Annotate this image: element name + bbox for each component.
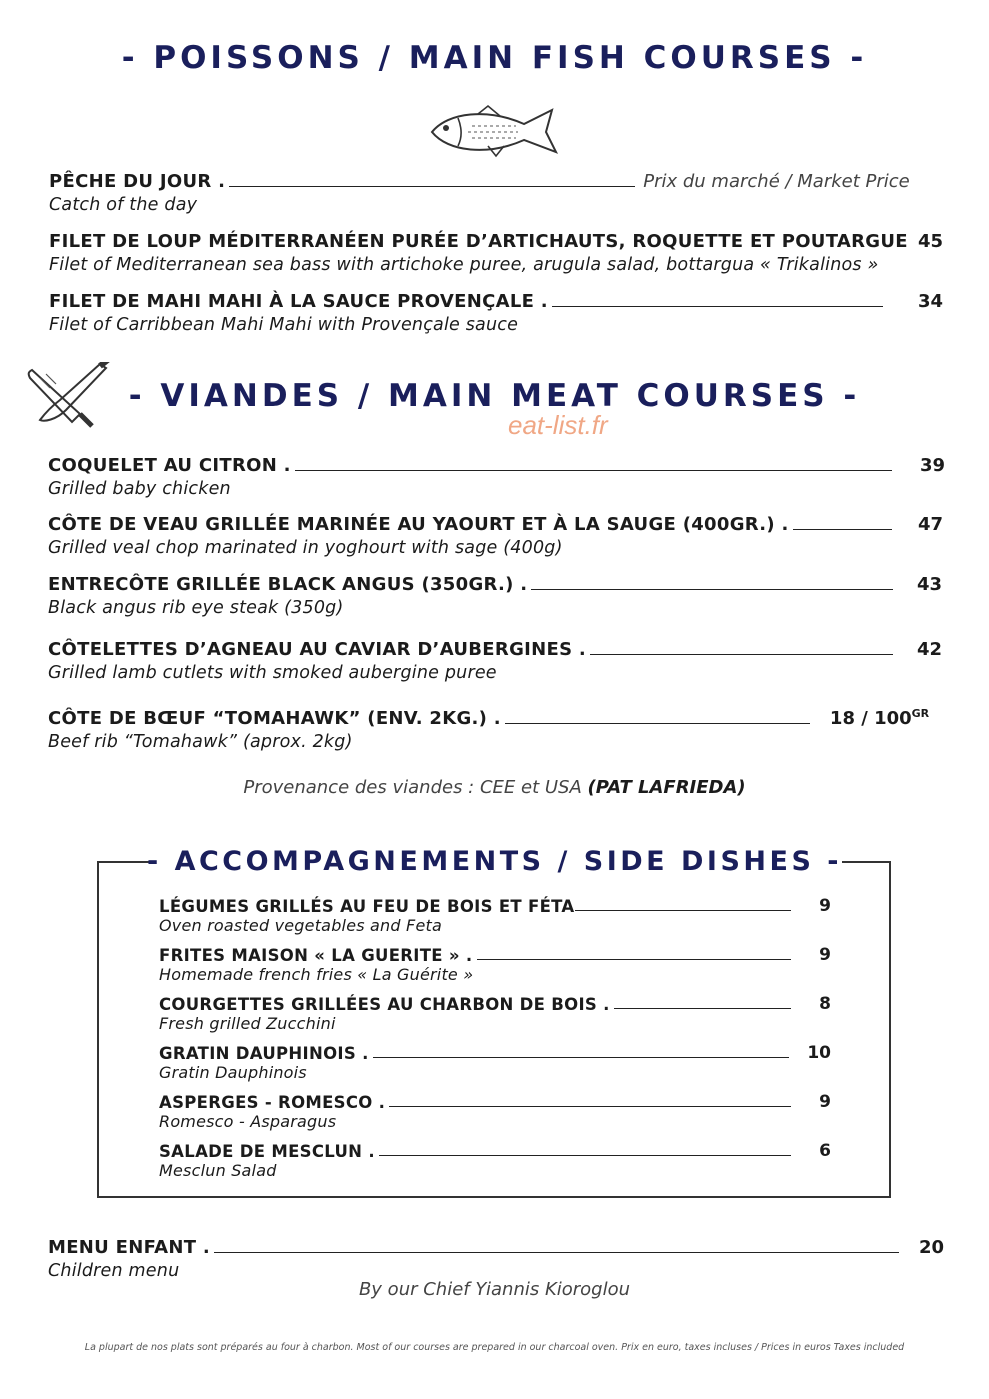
item-name: FILET DE LOUP MÉDITERRANÉEN PURÉE D’ARTICHAUTS, ROQUETTE ET POUTARGUE: [49, 231, 908, 252]
leader-line: [373, 1056, 790, 1058]
fish-section-heading: - POISSONS / MAIN FISH COURSES -: [121, 40, 868, 76]
item-description: Grilled baby chicken: [48, 479, 231, 499]
item-price: 43: [916, 574, 942, 595]
leader-line: [379, 1154, 791, 1156]
item-description: Fresh grilled Zucchini: [159, 1014, 336, 1033]
menu-item-cotelettes-agneau: [48, 639, 942, 683]
menu-item-kids: [48, 1237, 944, 1281]
item-price: 8: [819, 994, 831, 1014]
footer-note: La plupart de nos plats sont préparés au four à charbon. Most of our courses are prepared in our charcoal oven. Prix en euro, taxes incluses / Prices in euros Taxes included: [84, 1342, 905, 1353]
leader-line: [531, 588, 893, 590]
item-description: Beef rib “Tomahawk” (aprox. 2kg): [48, 732, 353, 752]
item-name: FILET DE MAHI MAHI À LA SAUCE PROVENÇALE .: [49, 291, 548, 312]
item-price: 39: [919, 455, 945, 476]
leader-line: [575, 909, 792, 911]
leader-line: [793, 528, 892, 530]
chef-credit: By our Chief Yiannis Kioroglou: [358, 1279, 631, 1300]
item-description: Homemade french fries « La Guérite »: [159, 965, 474, 984]
item-name: LÉGUMES GRILLÉS AU FEU DE BOIS ET FÉTA: [159, 897, 575, 916]
item-name: GRATIN DAUPHINOIS .: [159, 1044, 369, 1063]
menu-item-entrecote: [48, 574, 942, 618]
watermark-text: eat-list.fr: [508, 410, 608, 440]
item-price: 20: [918, 1237, 944, 1258]
item-name: PÊCHE DU JOUR .: [49, 171, 226, 192]
item-price: 6: [819, 1141, 831, 1161]
leader-line: [552, 305, 883, 307]
item-description: Oven roasted vegetables and Feta: [159, 916, 442, 935]
item-price: 47: [917, 514, 943, 535]
item-description: Grilled veal chop marinated in yoghourt with sage (400g): [48, 538, 563, 558]
leader-line: [229, 185, 635, 187]
item-price: 10: [807, 1043, 831, 1063]
item-name: CÔTE DE VEAU GRILLÉE MARINÉE AU YAOURT ET À LA SAUGE (400GR.) .: [48, 514, 789, 535]
leader-line: [590, 653, 893, 655]
item-description: Gratin Dauphinois: [159, 1063, 307, 1082]
item-price: 45: [917, 231, 943, 252]
meat-section-heading: - VIANDES / MAIN MEAT COURSES -: [128, 378, 861, 414]
leader-line: [505, 722, 810, 724]
item-description: Grilled lamb cutlets with smoked aubergine puree: [48, 663, 497, 683]
menu-item-filet-de-loup: [49, 231, 943, 275]
item-name: MENU ENFANT .: [48, 1237, 211, 1258]
menu-item-mahi-mahi: [49, 291, 943, 335]
item-name: CÔTE DE BŒUF “TOMAHAWK” (ENV. 2KG.) .: [48, 708, 501, 729]
item-description: Black angus rib eye steak (350g): [48, 598, 344, 618]
leader-line: [389, 1105, 791, 1107]
menu-item-peche-du-jour: [49, 171, 943, 215]
item-name: SALADE DE MESCLUN .: [159, 1142, 375, 1161]
item-name: ENTRECÔTE GRILLÉE BLACK ANGUS (350GR.) .: [48, 574, 528, 595]
item-name: COQUELET AU CITRON .: [48, 455, 291, 476]
meat-provenance-note: Provenance des viandes : CEE et USA (PAT LAFRIEDA): [243, 777, 746, 798]
item-description: Romesco - Asparagus: [159, 1112, 337, 1131]
fish-icon: [428, 102, 562, 160]
item-name: FRITES MAISON « LA GUERITE » .: [159, 946, 473, 965]
item-name: CÔTELETTES D’AGNEAU AU CAVIAR D’AUBERGINES .: [48, 639, 587, 660]
leader-line: [295, 469, 892, 471]
menu-item-cote-de-veau: [48, 514, 943, 558]
leader-line: [214, 1251, 899, 1253]
side-item-mesclun: [159, 1141, 831, 1180]
side-item-legumes: [159, 896, 831, 935]
menu-item-coquelet: [48, 455, 945, 499]
leader-line: [477, 958, 792, 960]
item-description: Children menu: [48, 1261, 180, 1281]
item-description: Filet of Carribbean Mahi Mahi with Provençale sauce: [49, 315, 519, 335]
item-price: 9: [819, 1092, 831, 1112]
item-price: 9: [819, 896, 831, 916]
item-price: Prix du marché / Market Price: [643, 171, 910, 192]
item-name: ASPERGES - ROMESCO .: [159, 1093, 386, 1112]
item-description: Filet of Mediterranean sea bass with artichoke puree, arugula salad, bottargua « Trikalinos »: [49, 255, 879, 275]
side-item-asperges: [159, 1092, 831, 1131]
side-item-frites: [159, 945, 831, 984]
item-price: 9: [819, 945, 831, 965]
item-description: Mesclun Salad: [159, 1161, 277, 1180]
item-price: 34: [917, 291, 943, 312]
leader-line: [614, 1007, 791, 1009]
item-name: COURGETTES GRILLÉES AU CHARBON DE BOIS .: [159, 995, 610, 1014]
side-item-gratin: [159, 1043, 831, 1082]
item-price: $18 / 100^{GR}$: [829, 707, 930, 729]
menu-item-tomahawk: [48, 707, 942, 752]
side-item-courgettes: [159, 994, 831, 1033]
side-dishes-heading: - ACCOMPAGNEMENTS / SIDE DISHES -: [146, 846, 843, 877]
item-description: Catch of the day: [49, 195, 198, 215]
item-price: 42: [916, 639, 942, 660]
